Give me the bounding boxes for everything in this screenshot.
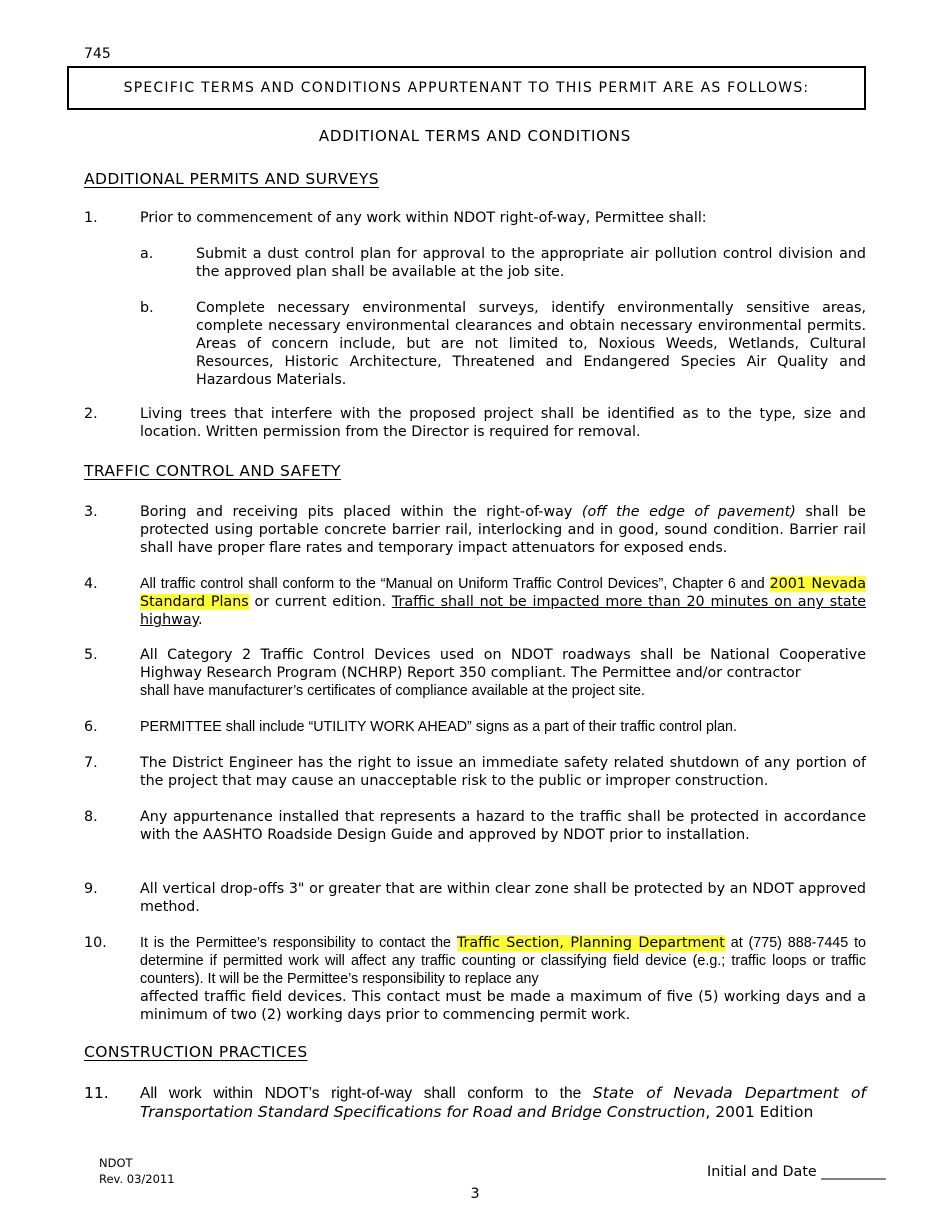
section-heading-traffic: TRAFFIC CONTROL AND SAFETY <box>84 462 341 480</box>
footer-agency-block <box>99 1155 175 1187</box>
section-heading-permits: ADDITIONAL PERMITS AND SURVEYS <box>84 170 380 188</box>
item-number: 8. <box>84 809 98 825</box>
highlighted-contact: Traffic Section, Planning Department <box>456 935 725 951</box>
initial-and-date-field: Initial and Date _________ <box>707 1164 886 1180</box>
item-text: The District Engineer has the right to issue an immediate safety related shutdown of any portion of the project that may cause an unacceptable risk to the public or improper construction. <box>140 755 866 789</box>
item-number: 4. <box>84 576 98 592</box>
subitem-text: Submit a dust control plan for approval to the appropriate air pollution control division and the approved plan shall be available at the job site. <box>196 246 866 280</box>
highlighted-reference: 2001 Nevada Standard Plans <box>140 576 866 610</box>
item-text: Prior to commencement of any work within NDOT right-of-way, Permittee shall: <box>140 210 707 226</box>
item-text: Any appurtenance installed that represents a hazard to the traffic shall be protected in accordance with the AASHTO Roadside Design Guide and approved by NDOT prior to installation. <box>140 809 866 843</box>
form-number: 745 <box>84 46 111 62</box>
item-number: 7. <box>84 755 98 771</box>
section-heading-construction: CONSTRUCTION PRACTICES <box>84 1043 308 1061</box>
footer-revision: Rev. 03/2011 <box>99 1172 175 1186</box>
item-text: It is the Permittee’s responsibility to contact the Traffic Section, Planning Department at (775) 888-7445 to determine if permitted work will affect any traffic counting or classifying field device (e.g.; traffic loops or traffic counters). It will be the Permittee’s responsibility to replace any affected traffic field devices. This contact must be made a maximum of five (5) working days and a minimum of two (2) working days prior to commencing permit work. <box>140 935 866 1023</box>
item-text: PERMITTEE shall include “UTILITY WORK AHEAD” signs as a part of their traffic control plan. <box>140 719 737 735</box>
page-number: 3 <box>470 1186 480 1202</box>
item-number: 3. <box>84 504 98 520</box>
item-text: All vertical drop-offs 3" or greater that are within clear zone shall be protected by an NDOT approved method. <box>140 881 866 915</box>
item-text: All Category 2 Traffic Control Devices used on NDOT roadways shall be National Cooperative Highway Research Program (NCHRP) Report 350 compliant. The Permittee and/or contractor shall have manufacturer’s certificates of compliance available at the project site. <box>140 647 866 699</box>
footer-agency: NDOT <box>99 1156 133 1170</box>
item-number: 5. <box>84 647 98 663</box>
subitem-letter: a. <box>140 246 154 262</box>
item-number: 10. <box>84 935 107 951</box>
item-number: 11. <box>84 1084 109 1102</box>
item-text: All traffic control shall conform to the “Manual on Uniform Traffic Control Devices”, Chapter 6 and 2001 Nevada Standard Plans or current edition. Traffic shall not be impacted more than 20 minutes on any state highway. <box>140 576 866 628</box>
item-text: All work within NDOT’s right-of-way shall conform to the State of Nevada Department of Transportation Standard Specifications for Road and Bridge Construction, 2001 Edition <box>140 1084 866 1121</box>
item-number: 1. <box>84 210 98 226</box>
underlined-requirement: Traffic shall not be impacted more than 20 minutes on any state highway <box>140 594 866 628</box>
item-number: 9. <box>84 881 98 897</box>
item-text: Living trees that interfere with the proposed project shall be identified as to the type, size and location. Written permission from the Director is required for removal. <box>140 406 866 440</box>
item-text: Boring and receiving pits placed within the right-of-way (off the edge of pavement) shall be protected using portable concrete barrier rail, interlocking and in good, sound condition. Barrier rail shall have proper flare rates and temporary impact attenuators for exposed ends. <box>140 504 866 556</box>
item-number: 6. <box>84 719 98 735</box>
subitem-letter: b. <box>140 300 154 316</box>
item-number: 2. <box>84 406 98 422</box>
page-subtitle: ADDITIONAL TERMS AND CONDITIONS <box>318 127 632 145</box>
subitem-text: Complete necessary environmental surveys, identify environmentally sensitive areas, complete necessary environmental clearances and obtain necessary environmental permits. Areas of concern include, but are not limited to, Noxious Weeds, Wetlands, Cultural Resources, Historic Architecture, Threatened and Endangered Species Air Quality and Hazardous Materials. <box>196 300 866 388</box>
terms-box-title: SPECIFIC TERMS AND CONDITIONS APPURTENANT TO THIS PERMIT ARE AS FOLLOWS: <box>67 66 866 110</box>
